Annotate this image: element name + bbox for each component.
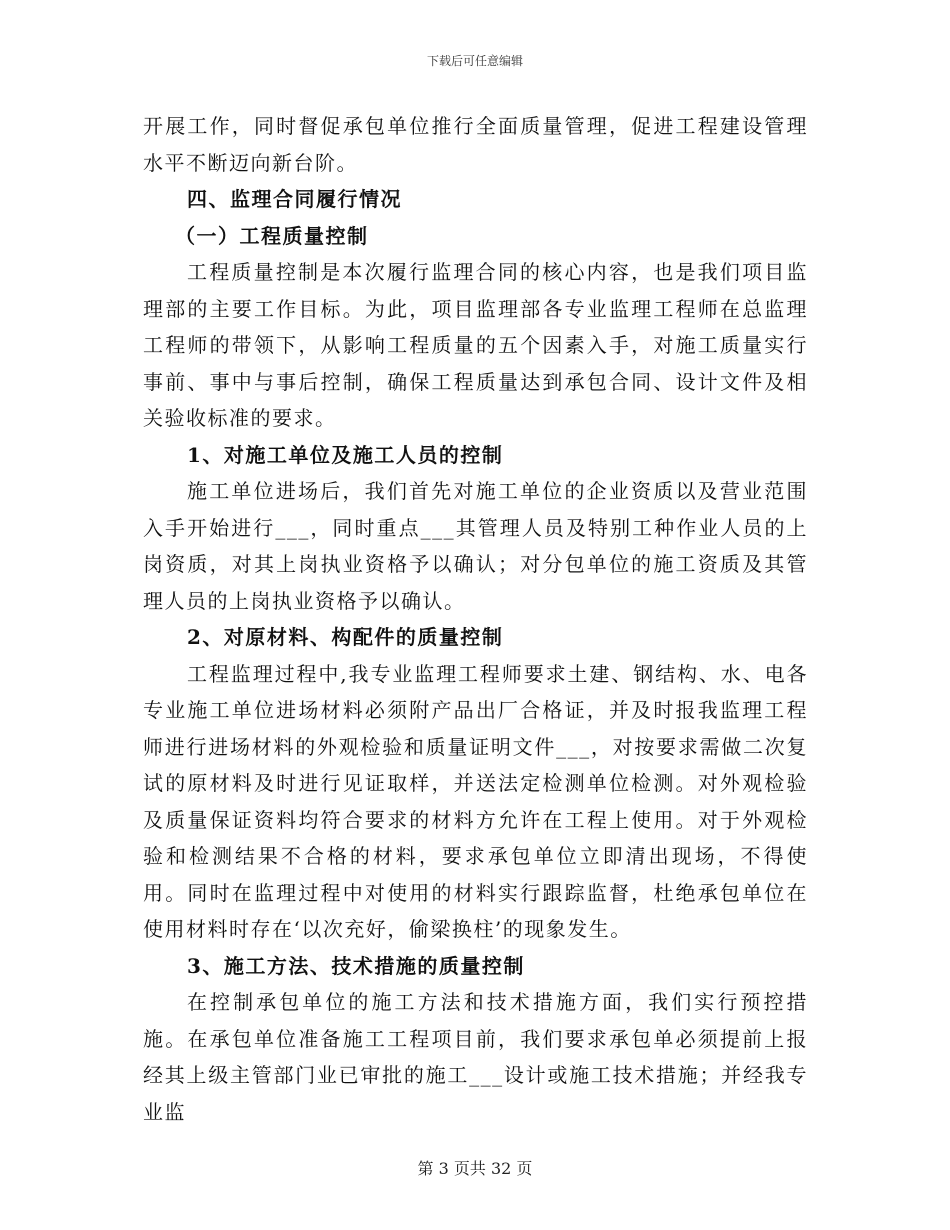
section-heading: 四、监理合同履行情况 (187, 187, 402, 211)
page-footer: 第 3 页共 32 页 (417, 1159, 533, 1178)
paragraph: 在控制承包单位的施工方法和技术措施方面，我们实行预控措施。在承包单位准备施工工程项目前，我们要求承包单必须提前上报经其上级主管部门业已审批的施工___设计或施工技术措施；并经我专业监 (143, 990, 808, 1124)
paragraph: 工程监理过程中,我专业监理工程师要求土建、钢结构、水、电各专业施工单位进场材料必须附产品出厂合格证，并及时报我监理工程师进行进场材料的外观检验和质量证明文件___，对按要求需做二次复试的原材料及时进行见证取样，并送法定检测单位检测。对外观检验及质量保证资料均符合要求的材料方允许在工程上使用。对于外观检验和检测结果不合格的材料，要求承包单位立即清出现场，不得使用。同时在监理过程中对使用的材料实行跟踪监督，杜绝承包单位在使用材料时存在‘以次充好，偷梁换柱’的现象发生。 (143, 661, 808, 941)
page-header: 下载后可任意编辑 (426, 54, 523, 68)
subsection-heading: （一）工程质量控制 (175, 223, 369, 248)
paragraph: 工程质量控制是本次履行监理合同的核心内容，也是我们项目监理部的主要工作目标。为此，项目监理部各专业监理工程师在总监理工程师的带领下，从影响工程质量的五个因素入手，对施工质量实行事前、事中与事后控制，确保工程质量达到承包合同、设计文件及相关验收标准的要求。 (143, 260, 808, 430)
paragraph: 开展工作，同时督促承包单位推行全面质量管理，促进工程建设管理水平不断迈向新台阶。 (143, 114, 808, 175)
item-heading: 1、对施工单位及施工人员的控制 (187, 442, 504, 467)
item-heading: 2、对原材料、构配件的质量控制 (187, 625, 504, 649)
item-heading: 3、施工方法、技术措施的质量控制 (187, 953, 525, 978)
document-body (143, 108, 808, 1130)
paragraph: 施工单位进场后，我们首先对施工单位的企业资质以及营业范围入手开始进行___，同时重点___其管理人员及特别工种作业人员的上岗资质，对其上岗执业资格予以确认；对分包单位的施工资质及其管理人员的上岗执业资格予以确认。 (143, 479, 808, 613)
